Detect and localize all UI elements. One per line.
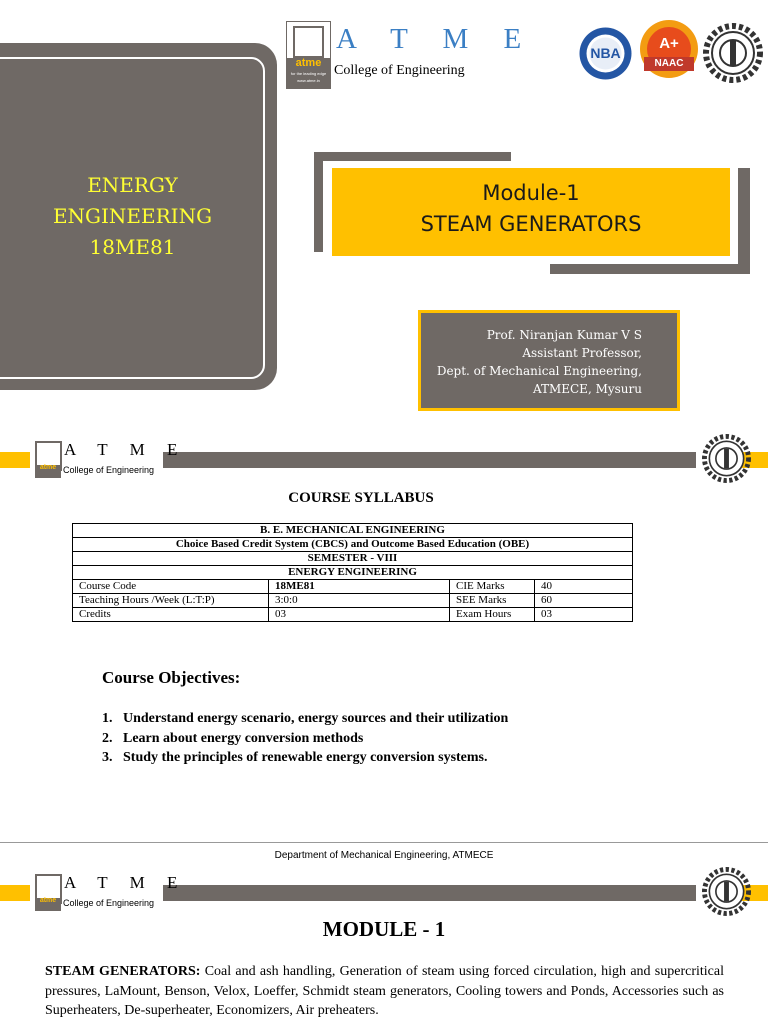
college-name: A T M E xyxy=(336,23,536,55)
college-logo-text: atme xyxy=(295,57,322,69)
professor-dept: Dept. of Mechanical Engineering, xyxy=(436,364,642,378)
professor-info xyxy=(420,326,642,398)
professor-institute: ATMECE, Mysuru xyxy=(532,382,642,396)
module-syllabus-text xyxy=(45,962,724,1021)
module-title: MODULE - 1 xyxy=(322,917,446,941)
table-header-semester: SEMESTER - VIII xyxy=(73,552,633,566)
naac-badge-icon xyxy=(638,19,700,83)
table-row xyxy=(73,608,633,622)
topic-text: Coal and ash handling, Generation of steam using forced circulation, high and supercritical pressures, LaMount, Benson, Velox, Loeffer, Schmidt steam generators, Cooling towers and Ponds, Accessories such as Superheaters, De-superheater, Economizers, Air preheaters. xyxy=(45,964,724,1018)
module-heading xyxy=(332,178,730,240)
list-item: 3. Study the principles of renewable energy conversion systems. xyxy=(102,750,488,765)
module-frame-bottom xyxy=(550,264,750,274)
gear-emblem-icon xyxy=(702,867,751,916)
naac-label: NAAC xyxy=(654,58,684,69)
course-title-line1: ENERGY xyxy=(87,173,178,197)
college-subtitle: College of Engineering xyxy=(334,63,465,78)
college-logo-tagline: for the leading edge xyxy=(290,71,327,76)
course-title xyxy=(0,170,265,263)
module-frame-left xyxy=(314,152,323,252)
college-logo-text: atme xyxy=(39,464,57,471)
table-row xyxy=(73,580,633,594)
module-number: Module-1 xyxy=(482,181,580,205)
header-bar-left xyxy=(0,885,30,901)
header-bar xyxy=(163,885,696,901)
college-logo-text: atme xyxy=(39,897,57,904)
nba-badge-label: NBA xyxy=(590,45,621,61)
table-row xyxy=(73,594,633,608)
module-topic: STEAM GENERATORS xyxy=(420,212,642,236)
header-bar xyxy=(163,452,696,468)
table-cell: 03 xyxy=(535,608,633,622)
table-header-course: ENERGY ENGINEERING xyxy=(73,566,633,580)
table-cell: Course Code xyxy=(73,580,269,594)
professor-title: Assistant Professor, xyxy=(522,346,642,360)
college-subtitle: College of Engineering xyxy=(63,465,155,475)
table-cell: SEE Marks xyxy=(450,594,535,608)
naac-grade-label: A+ xyxy=(659,35,679,52)
module-frame-right xyxy=(738,168,750,274)
college-logo-url: www.atme.in xyxy=(297,78,320,83)
course-title-line2: ENGINEERING xyxy=(52,204,213,228)
topic-label: STEAM GENERATORS: xyxy=(45,964,201,979)
gear-emblem-icon xyxy=(702,434,751,483)
syllabus-title: COURSE SYLLABUS xyxy=(288,490,434,506)
table-cell: CIE Marks xyxy=(450,580,535,594)
footer-text: Department of Mechanical Engineering, ATMECE xyxy=(274,850,494,861)
college-name: A T M E xyxy=(64,440,187,459)
table-cell: Exam Hours xyxy=(450,608,535,622)
table-cell: 60 xyxy=(535,594,633,608)
table-cell: Credits xyxy=(73,608,269,622)
syllabus-table xyxy=(72,523,633,622)
module-frame xyxy=(314,152,511,161)
table-header-scheme: Choice Based Credit System (CBCS) and Outcome Based Education (OBE) xyxy=(73,538,633,552)
table-cell: 18ME81 xyxy=(269,580,450,594)
college-name: A T M E xyxy=(64,873,187,892)
list-item: 2. Learn about energy conversion methods xyxy=(102,730,364,746)
professor-name: Prof. Niranjan Kumar V S xyxy=(486,328,642,342)
table-header-program: B. E. MECHANICAL ENGINEERING xyxy=(73,524,633,538)
header-bar-left xyxy=(0,452,30,468)
footer-divider xyxy=(0,842,768,843)
list-item: 1. Understand energy scenario, energy sources and their utilization xyxy=(102,711,509,726)
objectives-title: Course Objectives: xyxy=(102,668,241,687)
table-cell: Teaching Hours /Week (L:T:P) xyxy=(73,594,269,608)
college-subtitle: College of Engineering xyxy=(63,898,155,908)
nba-badge-icon xyxy=(578,26,633,81)
table-cell: 3:0:0 xyxy=(269,594,450,608)
course-code: 18ME81 xyxy=(89,235,176,259)
table-cell: 03 xyxy=(269,608,450,622)
objectives-list xyxy=(102,709,508,768)
table-cell: 40 xyxy=(535,580,633,594)
college-logo-icon xyxy=(286,21,331,89)
gear-emblem-icon xyxy=(703,23,763,83)
